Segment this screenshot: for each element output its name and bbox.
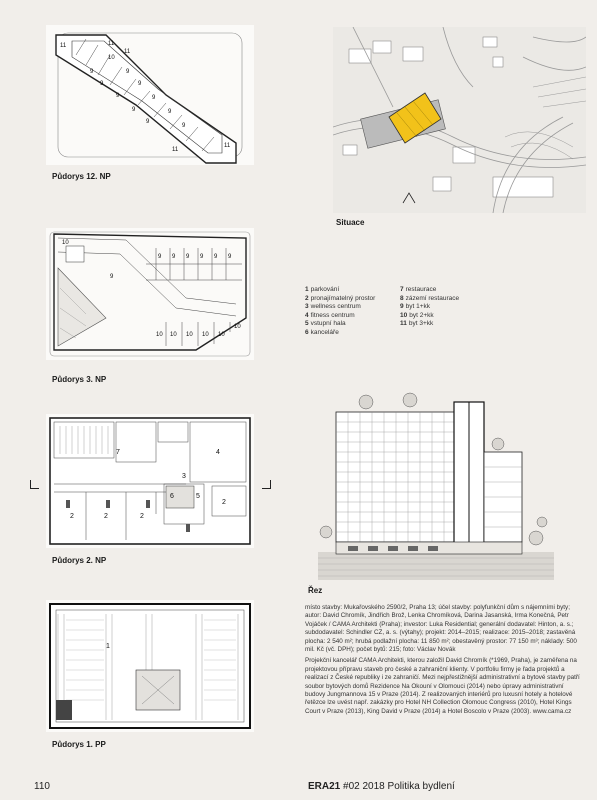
magazine-footer: [308, 781, 455, 792]
plan-label: 10: [186, 332, 193, 338]
plan-label: 11: [124, 49, 131, 55]
floor-plan-12np-drawing: [46, 25, 254, 165]
legend-item: 7 restaurace: [400, 286, 437, 293]
project-info: [305, 604, 585, 719]
legend-item: 3 wellness centrum: [305, 303, 361, 311]
plan-label: 9: [90, 69, 94, 75]
legend-col-1: [305, 286, 395, 338]
plan-label: 11: [60, 43, 67, 49]
plan-label: 4: [216, 449, 220, 456]
plan-label: 9: [126, 69, 130, 75]
caption-floor-12np: Půdorys 12. NP: [52, 172, 111, 181]
plan-label: 9: [110, 274, 114, 280]
legend-item: 6 kanceláře: [305, 328, 339, 336]
plan-label: 11: [108, 41, 115, 47]
plan-label: 9: [172, 254, 176, 260]
plan-label: 10: [156, 332, 163, 338]
caption-section: Řez: [308, 586, 323, 595]
legend-item: 5 vstupní hala: [305, 320, 346, 328]
floor-plan-3np-drawing: [46, 228, 254, 360]
architect-bio: Projekční kancelář CAMA Architekti, kterou založil David Chromík (*1969, Praha), je zaměřena na projektovou přípravu staveb pro české a zahraniční klienty. V portfoliu firmy je řada projektů a realizací z České republiky i ze zahraničí. Mezi nejpřestižnější administrativní a bytové stavby patří soubor bytových domů Rezidence Na Okouní v Olomouci (2014) nebo úpravy administrativní budovy Jungmannova 15 v Praze (2014). Z realizovaných interiérů pro luxusní hotely a hotelové řetězce lze uvést např. zakázky pro Hotel NH Collection Olomouc Congress (2010), Hotel Kings Court v Praze (2013), King David v Praze (2014) a Hotel Boscolo v Praze (2003). www.cama.cz: [305, 657, 580, 715]
plan-label: 11: [172, 147, 179, 153]
caption-floor-1pp: Půdorys 1. PP: [52, 740, 106, 749]
legend-item: 8 zázemí restaurace: [400, 294, 460, 302]
legend-item: 10 byt 2+kk: [400, 311, 434, 319]
plan-label: 9: [132, 107, 136, 113]
plan-label: 9: [158, 254, 162, 260]
plan-label: 7: [116, 449, 120, 456]
floor-plan-2np: [46, 414, 254, 548]
plan-label: 2: [104, 513, 108, 520]
page-number: 110: [34, 781, 50, 792]
plan-label: 9: [168, 109, 172, 115]
plan-label: 2: [222, 499, 226, 506]
plan-label: 9: [152, 95, 156, 101]
floor-plan-3np: [46, 228, 254, 360]
plan-label: 9: [146, 119, 150, 125]
plan-label: 2: [140, 513, 144, 520]
plan-label: 10: [170, 332, 177, 338]
plan-label: 9: [200, 254, 204, 260]
magazine-name: ERA21: [308, 781, 341, 792]
site-plan: [333, 27, 586, 213]
caption-site: Situace: [336, 218, 365, 227]
north-arrow-icon: [403, 193, 415, 203]
site-plan-drawing: [333, 27, 586, 213]
plan-label: 9: [228, 254, 232, 260]
plan-label: 6: [170, 493, 174, 500]
caption-floor-3np: Půdorys 3. NP: [52, 375, 107, 384]
plan-label: 9: [186, 254, 190, 260]
plan-label: 11: [224, 143, 231, 149]
legend-item: 2 pronajímatelný prostor: [305, 294, 376, 302]
plan-label: 10: [202, 332, 209, 338]
plan-label: 10: [218, 332, 225, 338]
crop-mark: [262, 480, 271, 489]
plan-label: 1: [106, 643, 110, 650]
plan-label: 9: [214, 254, 218, 260]
plan-label: 2: [70, 513, 74, 520]
legend-col-2: [400, 286, 500, 329]
plan-label: 10: [62, 240, 69, 246]
legend-item: 1 parkování: [305, 286, 340, 293]
section-drawing-svg: [318, 392, 554, 582]
floor-plan-12np: [46, 25, 254, 165]
project-credits: místo stavby: Mukařovského 2590/2, Praha 13; účel stavby: polyfunkční dům s nájemními byty; autor: David Chromík, Jindřich Brož, Lenka Chromíková, Darina Jasanská, Irma Konečná, Petr Vojáček / CAMA Architekti (Praha); investor: Luka Residential; generální dodavatel: Hinton, a. s.; subdodavatel: Schindler CZ, a. s. (výtahy); projekt: 2014–2015; realizace: 2015–2018; zastavěná plocha: 2 540 m²; hrubá podlažní plocha: 11 850 m²; obestavěný prostor: 77 150 m³; náklady: 500 mil. Kč (vč. DPH); počet bytů: 215; foto: Václav Novák: [305, 604, 577, 654]
plan-label: 5: [196, 493, 200, 500]
plan-label: 9: [182, 123, 186, 129]
legend-item: 4 fitness centrum: [305, 311, 355, 319]
legend-item: 11 byt 3+kk: [400, 320, 434, 328]
issue-title: #02 2018 Politika bydlení: [343, 781, 455, 792]
plan-label: 9: [116, 93, 120, 99]
plan-label: 10: [108, 55, 115, 61]
caption-floor-2np: Půdorys 2. NP: [52, 556, 107, 565]
plan-label: 9: [100, 81, 104, 87]
floor-plan-1pp-drawing: [46, 600, 254, 732]
crop-mark: [30, 480, 39, 489]
floor-plan-1pp: [46, 600, 254, 732]
section-drawing: [318, 392, 554, 582]
plan-label: 3: [182, 473, 186, 480]
plan-label: 9: [138, 81, 142, 87]
legend-item: 9 byt 1+kk: [400, 303, 431, 311]
floor-plan-2np-drawing: [46, 414, 254, 548]
plan-label: 10: [234, 324, 241, 330]
